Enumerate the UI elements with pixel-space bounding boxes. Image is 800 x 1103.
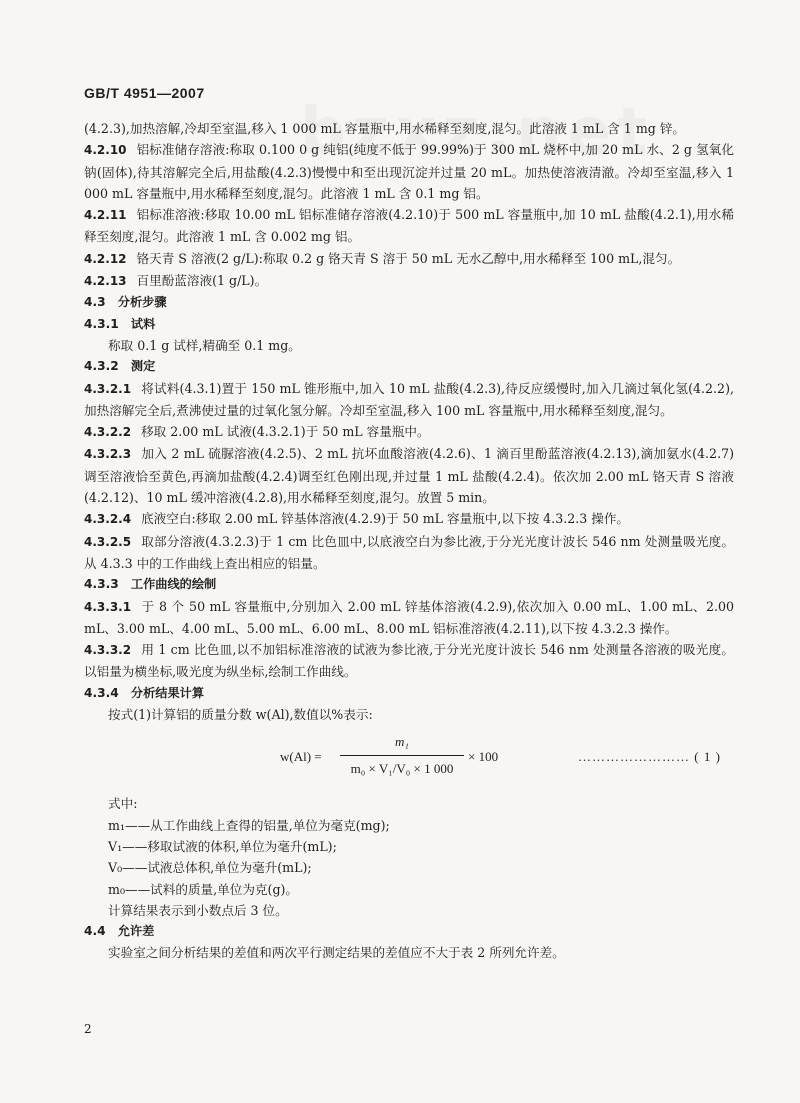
formula-1 <box>84 729 734 785</box>
clause-4-3-2-2 <box>84 421 734 443</box>
fraction-bar <box>340 755 464 756</box>
formula-lhs: w(Al) = <box>280 749 322 765</box>
clause-4-2-11 <box>84 204 734 248</box>
clause-4-3-2-1 <box>84 378 734 422</box>
formula-multiplier: × 100 <box>468 749 499 765</box>
formula-fraction <box>340 731 464 779</box>
standard-code-header: GB/T 4951—2007 <box>84 85 205 101</box>
clause-number: 4.3.2.3 <box>84 447 132 462</box>
definition-v0: V₀——试液总体积,单位为毫升(mL); <box>108 860 312 876</box>
clause-number: 4.3.3.1 <box>84 599 132 614</box>
clause-text: 铬天青 S 溶液(2 g/L):称取 0.2 g 铬天青 S 溶于 50 mL 无水乙醇中,用水稀释至 100 mL,混匀。 <box>136 250 681 266</box>
clause-number: 4.3.3.2 <box>84 643 132 658</box>
section-heading-4-3-2: 4.3.2 测定 <box>84 359 156 374</box>
clause-text: 底液空白:移取 2.00 mL 锌基体溶液(4.2.9)于 50 mL 容量瓶中,以下按 4.3.2.3 操作。 <box>141 511 630 527</box>
section-heading-4-4: 4.4 允许差 <box>84 924 155 939</box>
clause-number: 4.2.10 <box>84 143 127 158</box>
section-heading-4-3-4: 4.3.4 分析结果计算 <box>84 685 205 700</box>
section-heading-4-3-3: 4.3.3 工作曲线的绘制 <box>84 577 217 592</box>
paragraph-rounding: 计算结果表示到小数点后 3 位。 <box>108 902 288 918</box>
clause-number: 4.2.13 <box>84 274 127 289</box>
clause-4-3-2-4 <box>84 508 734 530</box>
clause-text: 铝标准储存溶液:称取 0.100 0 g 纯铝(纯度不低于 99.99%)于 300 mL 烧杯中,加 20 mL 水、2 g 氢氧化钠(固体),待其溶解完全后,用盐酸(4.2.3)慢慢中和至出现沉淀并过量 20 mL。加热使溶液清澈。冷却至室温,移入 1 000 mL 容量瓶中,用水稀释至刻度,混匀。此溶液 1 mL 含 0.1 mg 铝。 <box>84 142 734 201</box>
clause-text: 百里酚蓝溶液(1 g/L)。 <box>136 273 268 289</box>
formula-numerator: m₁ <box>395 734 409 750</box>
formula-denominator: m₀ × V₁/V₀ × 1 000 <box>350 760 454 776</box>
clause-number: 4.3.2.5 <box>84 534 132 549</box>
clause-text: 将试料(4.3.1)置于 150 mL 锥形瓶中,加入 10 mL 盐酸(4.2.3),待反应缓慢时,加入几滴过氧化氢(4.2.2),加热溶解完全后,煮沸使过量的过氧化氢分解。冷却至室温,移入 100 mL 容量瓶中,用水稀释至刻度,混匀。 <box>84 380 734 418</box>
clause-4-3-3-2 <box>84 639 734 683</box>
clause-number: 4.2.12 <box>84 251 127 266</box>
clause-number: 4.3.2.1 <box>84 381 132 396</box>
clause-number: 4.2.11 <box>84 208 127 223</box>
clause-text: 取部分溶液(4.3.2.3)于 1 cm 比色皿中,以底液空白为参比液,于分光光度计波长 546 nm 处测量吸光度。从 4.3.3 中的工作曲线上查出相应的铝量。 <box>84 533 734 571</box>
clause-4-2-12 <box>84 248 734 270</box>
clause-text: 用 1 cm 比色皿,以不加铝标准溶液的试液为参比液,于分光光度计波长 546 nm 处测量各溶液的吸光度。以铝量为横坐标,吸光度为纵坐标,绘制工作曲线。 <box>84 642 734 680</box>
clause-4-2-10 <box>84 139 734 204</box>
clause-text: 加入 2 mL 硫脲溶液(4.2.5)、2 mL 抗坏血酸溶液(4.2.6)、1 滴百里酚蓝溶液(4.2.13),滴加氨水(4.2.7)调至溶液恰至黄色,再滴加盐酸(4.2.4)调至红色刚出现,并过量 1 mL 盐酸(4.2.4)。依次加 2.00 mL 铬天青 S 溶液(4.2.12)、10 mL 缓冲溶液(4.2.8),用水稀释至刻度,混匀。放置 5 min。 <box>84 446 734 506</box>
clause-number: 4.3.2.4 <box>84 512 132 527</box>
clause-text: 移取 2.00 mL 试液(4.3.2.1)于 50 mL 容量瓶中。 <box>141 424 430 440</box>
paragraph-sample: 称取 0.1 g 试样,精确至 0.1 mg。 <box>108 337 301 353</box>
clause-4-2-13 <box>84 270 734 292</box>
clause-4-3-2-3 <box>84 443 734 508</box>
formula-tag: …………………… ( 1 ) <box>578 749 721 765</box>
definition-m1: m₁——从工作曲线上查得的铝量,单位为毫克(mg); <box>108 817 390 833</box>
document-body <box>84 118 734 964</box>
paragraph-formula-intro: 按式(1)计算铝的质量分数 w(Al),数值以%表示: <box>108 707 373 723</box>
paragraph-zinc-continued: (4.2.3),加热溶解,冷却至室温,移入 1 000 mL 容量瓶中,用水稀释至刻度,混匀。此溶液 1 mL 含 1 mg 锌。 <box>84 121 686 136</box>
clause-4-3-3-1 <box>84 596 734 640</box>
clause-4-3-2-5 <box>84 531 734 575</box>
definition-m0: m₀——试料的质量,单位为克(g)。 <box>108 881 299 897</box>
where-label: 式中: <box>108 796 138 812</box>
section-heading-4-3-1: 4.3.1 试料 <box>84 316 156 331</box>
clause-text: 于 8 个 50 mL 容量瓶中,分别加入 2.00 mL 锌基体溶液(4.2.9),依次加入 0.00 mL、1.00 mL、2.00 mL、3.00 mL、4.00 mL、5.00 mL、6.00 mL、8.00 mL 铝标准溶液(4.2.11),以下按 4.3.2.3 操作。 <box>84 598 734 636</box>
clause-text: 铝标准溶液:移取 10.00 mL 铝标准储存溶液(4.2.10)于 500 mL 容量瓶中,加 10 mL 盐酸(4.2.1),用水稀释至刻度,混匀。此溶液 1 mL 含 0.002 mg 铝。 <box>84 207 734 245</box>
page-number: 2 <box>84 1022 92 1036</box>
variable-definitions <box>84 815 734 900</box>
definition-v1: V₁——移取试液的体积,单位为毫升(mL); <box>108 838 337 854</box>
section-heading-4-3: 4.3 分析步骤 <box>84 295 167 310</box>
clause-number: 4.3.2.2 <box>84 425 132 440</box>
paragraph-tolerance: 实验室之间分析结果的差值和两次平行测定结果的差值应不大于表 2 所列允许差。 <box>108 945 565 961</box>
